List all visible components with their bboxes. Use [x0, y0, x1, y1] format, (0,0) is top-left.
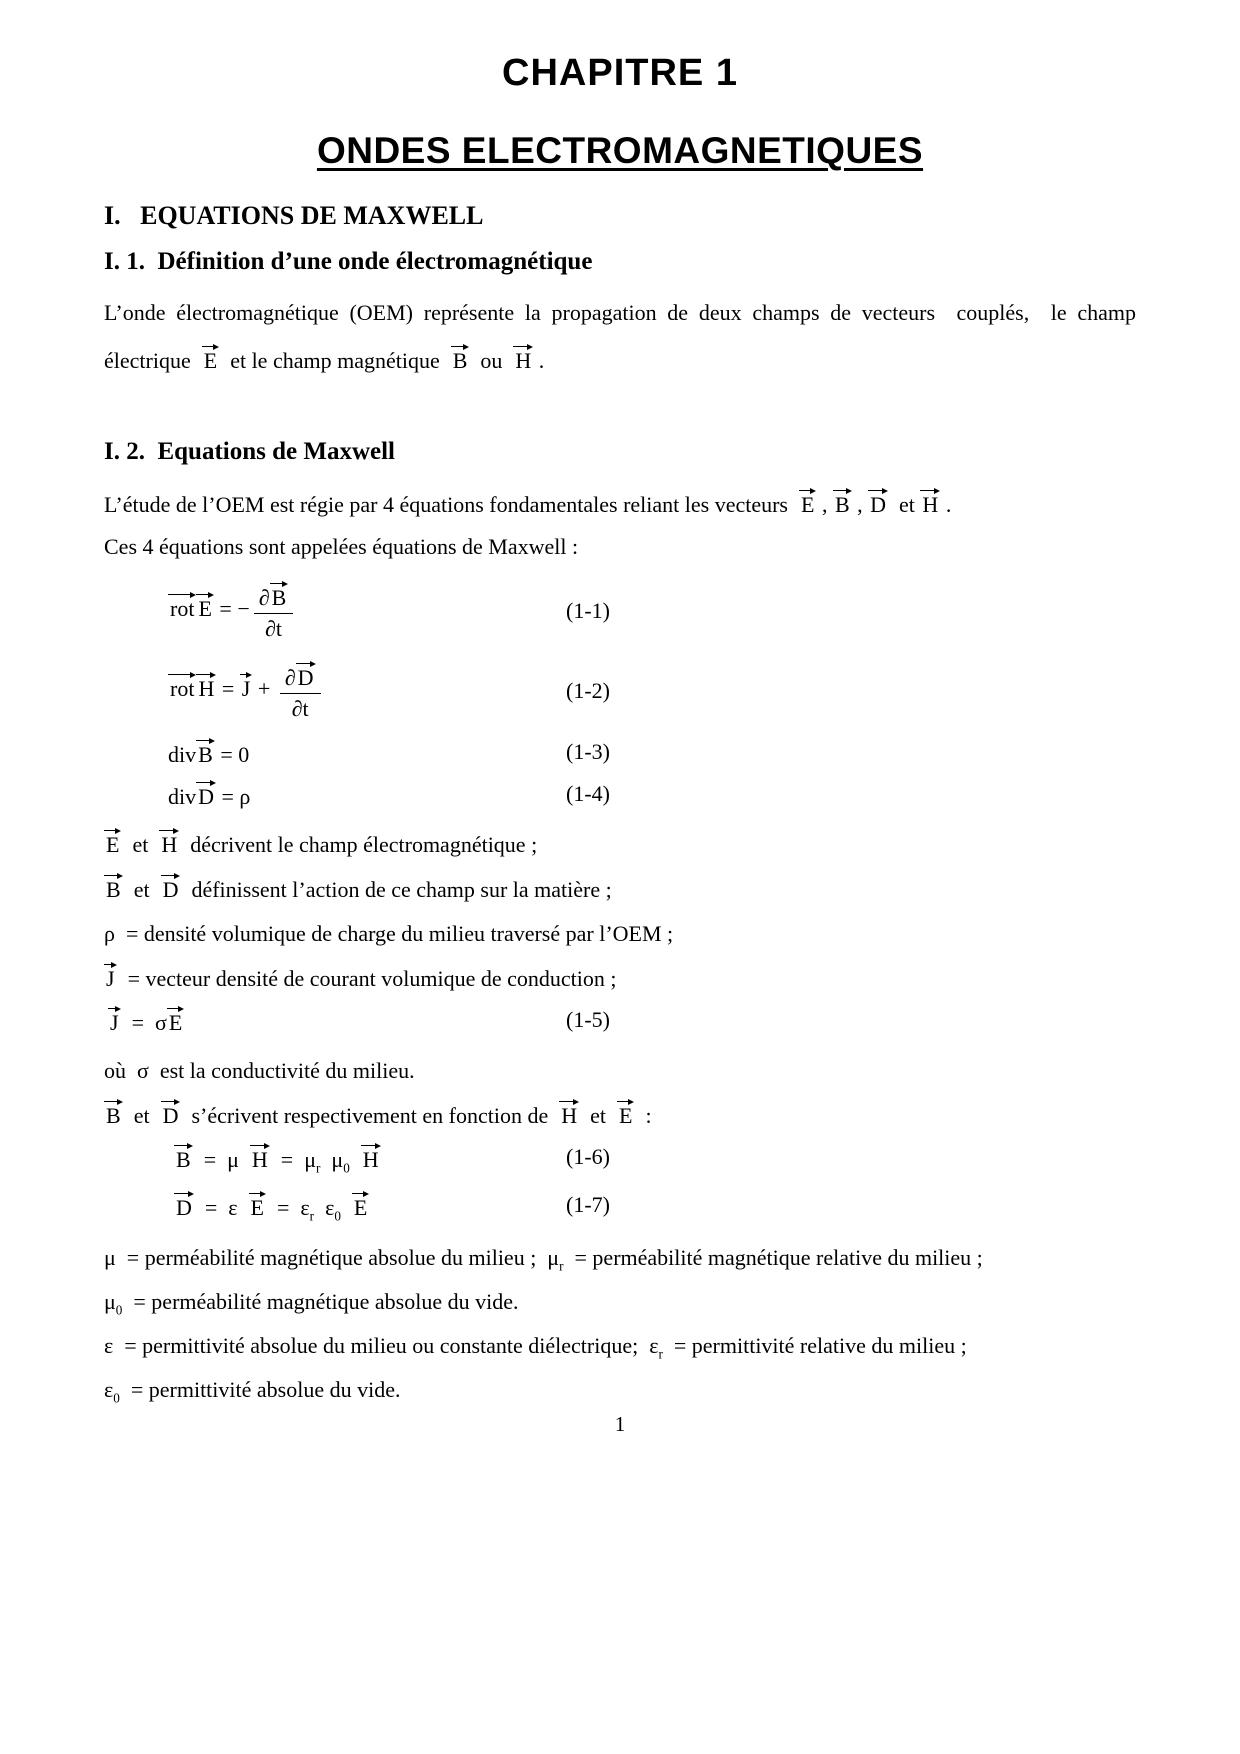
vector-symbol: D	[161, 1098, 181, 1127]
vector-symbol: H	[920, 487, 940, 516]
subscript: r	[315, 1160, 321, 1176]
equation-1-1	[104, 571, 1136, 651]
vector-symbol: H	[513, 343, 533, 372]
vector-symbol: B	[451, 343, 470, 372]
equation-1-5	[104, 996, 1136, 1044]
equation-1-6-math: B = μ $H = \mu_r$ $\mu_0$ H	[174, 1142, 381, 1173]
equation-1-7-math: D = ε $E = \varepsilon_r$ $\varepsilon_0$ E	[174, 1190, 369, 1221]
equation-1-3	[104, 731, 1136, 773]
paragraph-fields-EH: E et H décrivent le champ électromagnétique ;	[104, 827, 1136, 862]
chapter-title: CHAPITRE 1	[502, 52, 738, 94]
vector-symbol: B	[270, 580, 289, 609]
equation-1-7-number: (1-7)	[566, 1192, 610, 1218]
vector-symbol: H	[559, 1098, 579, 1127]
equation-1-5-number: (1-5)	[566, 1007, 610, 1033]
subscript: r	[658, 1346, 663, 1362]
vector-symbol: E	[196, 591, 213, 620]
subscript: r	[559, 1258, 564, 1274]
subscript: 0	[334, 1208, 341, 1224]
paragraph-sigma-conductivity: où σ est la conductivité du milieu.	[104, 1058, 415, 1084]
vector-symbol: D	[196, 779, 216, 808]
equation-1-6-number: (1-6)	[566, 1144, 610, 1170]
equation-1-2	[104, 651, 1136, 731]
vector-symbol: B	[104, 1098, 123, 1127]
vector-symbol: E	[249, 1190, 266, 1219]
paragraph-rho-definition: ρ = densité volumique de charge du milieu traversé par l’OEM ;	[104, 921, 674, 947]
subscript: r	[309, 1208, 315, 1224]
heading-section-1: I. EQUATIONS DE MAXWELL	[104, 201, 484, 231]
vector-symbol: rot	[168, 591, 196, 620]
heading-section-1-2: I. 2. Equations de Maxwell	[104, 438, 396, 466]
paragraph-eps0-definition: $\varepsilon_0$ = permittivité absolue du vide.	[104, 1377, 401, 1406]
heading-section-1-1: I. 1. Définition d’une onde électromagnétique	[104, 248, 593, 276]
vector-symbol: D	[868, 487, 888, 516]
vector-symbol: J	[108, 1005, 121, 1034]
equation-1-1-math: rot E = − $\frac{\partial B}{\partial t}$	[168, 580, 297, 642]
equation-1-1-number: (1-1)	[566, 598, 610, 624]
subscript: 0	[113, 1390, 120, 1406]
vector-symbol: E	[104, 827, 121, 856]
vector-symbol: rot	[168, 671, 196, 700]
main-title: ONDES ELECTROMAGNETIQUES	[316, 129, 924, 171]
page-number: 1	[614, 1412, 626, 1436]
paragraph-J-definition: J = vecteur densité de courant volumique de conduction ;	[104, 961, 1136, 996]
subscript: 0	[343, 1160, 350, 1176]
vector-symbol: D	[174, 1190, 194, 1219]
equation-1-7	[104, 1181, 1136, 1229]
equation-1-4-math: divD = ρ	[168, 779, 250, 810]
paragraph-eps-definition: ε = permittivité absolue du milieu ou constante diélectrique; $\varepsilon_r$ = permittivité relative du milieu ;	[104, 1333, 967, 1362]
paragraph-fields-BD: B et D définissent l’action de ce champ sur la matière ;	[104, 872, 1136, 907]
vector-symbol: D	[161, 872, 181, 901]
equation-1-4-number: (1-4)	[566, 781, 610, 807]
paragraph-oem-definition: L’onde électromagnétique (OEM) représente la propagation de deux champs de vecteurs couplés, le champ électrique E et le champ magnétique B ou H .	[104, 300, 1136, 374]
equation-1-2-number: (1-2)	[566, 678, 610, 704]
equation-1-4	[104, 773, 1136, 815]
vector-symbol: E	[617, 1098, 634, 1127]
paragraph-mu-definition: μ = perméabilité magnétique absolue du milieu ; $\mu_r$ = perméabilité magnétique relative du milieu ;	[104, 1245, 983, 1274]
paragraph-etude-oem: L’étude de l’OEM est régie par 4 équations fondamentales reliant les vecteurs E , B , D et H .	[104, 485, 1136, 525]
vector-symbol: B	[196, 737, 215, 766]
equation-1-3-math: divB = 0	[168, 737, 249, 768]
vector-symbol: B	[104, 872, 123, 901]
vector-symbol: E	[202, 343, 219, 372]
maxwell-equations-block	[104, 571, 1136, 815]
vector-symbol: H	[361, 1142, 381, 1171]
equation-1-6	[104, 1133, 1136, 1181]
fraction: $\frac{\partial D}{\partial t}$	[280, 660, 321, 722]
vector-symbol: B	[833, 487, 852, 516]
equation-1-5-math: J = σE	[108, 1005, 184, 1036]
vector-symbol: E	[799, 487, 816, 516]
vector-symbol: J	[104, 961, 117, 990]
vector-symbol: H	[159, 827, 179, 856]
paragraph-mu0-definition: $\mu_0$ = perméabilité magnétique absolue du vide.	[104, 1289, 519, 1318]
vector-symbol: J	[240, 671, 253, 700]
vector-symbol: H	[196, 671, 216, 700]
vector-symbol: E	[167, 1005, 184, 1034]
vector-symbol: H	[250, 1142, 270, 1171]
vector-symbol: E	[352, 1190, 369, 1219]
equation-1-2-math: rot H = J + $\frac{\partial D}{\partial t}$	[168, 660, 325, 722]
equation-1-3-number: (1-3)	[566, 739, 610, 765]
paragraph-ces-equations: Ces 4 équations sont appelées équations de Maxwell :	[104, 534, 579, 560]
subscript: 0	[115, 1302, 123, 1318]
fraction: $\frac{\partial B}{\partial t}$	[254, 580, 294, 642]
paragraph-BD-functions: B et D s’écrivent respectivement en fonction de H et E :	[104, 1098, 1136, 1133]
vector-symbol: B	[174, 1142, 193, 1171]
vector-symbol: D	[296, 660, 316, 689]
